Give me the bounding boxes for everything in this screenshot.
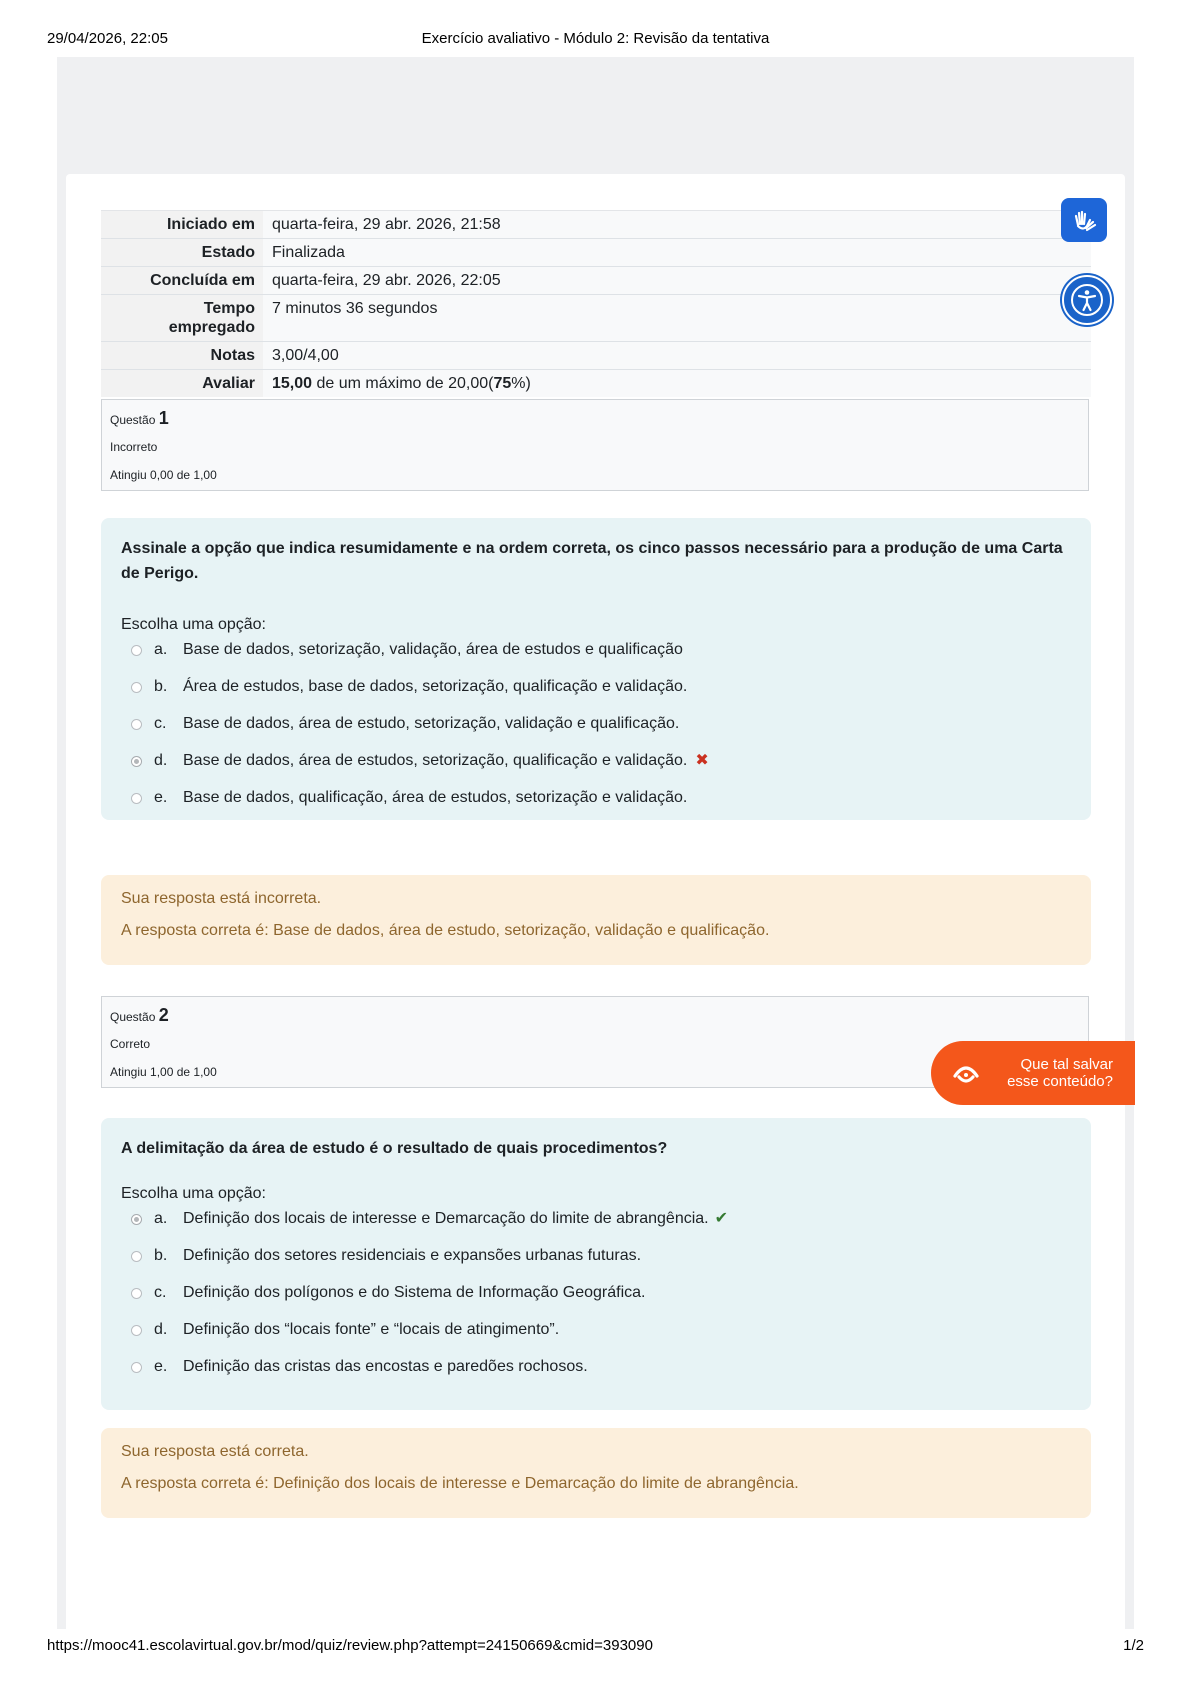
choose-label: Escolha uma opção:: [121, 616, 266, 633]
question-number: [110, 408, 1080, 430]
option-text: Definição dos polígonos e do Sistema de Informação Geográfica.: [183, 1284, 646, 1301]
radio-button[interactable]: [131, 682, 142, 693]
print-footer: [47, 1637, 1144, 1657]
question-2-feedback: [101, 1428, 1091, 1518]
sign-language-hands-icon: [1069, 205, 1099, 235]
option-letter: d.: [154, 752, 168, 769]
incorrect-icon: ✖: [695, 752, 709, 769]
accessibility-person-icon: [1070, 283, 1104, 317]
accessibility-person-icon[interactable]: [1062, 275, 1112, 325]
radio-button[interactable]: [131, 793, 142, 804]
summary-label-line: empregado: [168, 319, 255, 336]
question-number-value: 1: [158, 408, 169, 428]
option-text-wrapper: [183, 1208, 728, 1230]
summary-value: [263, 370, 1091, 398]
summary-row-grade: [101, 370, 1091, 398]
option-letter: a.: [154, 641, 168, 658]
summary-value: quarta-feira, 29 abr. 2026, 21:58: [263, 211, 1091, 239]
summary-value: Finalizada: [263, 239, 1091, 267]
radio-button[interactable]: [131, 719, 142, 730]
attempt-summary-table: [101, 210, 1091, 397]
choose-label: Escolha uma opção:: [121, 1185, 266, 1202]
feedback-result: Sua resposta está incorreta.: [121, 890, 322, 907]
question-2-content: [101, 1118, 1091, 1410]
summary-label-line: Tempo: [203, 300, 255, 317]
save-prompt-line2: esse conteúdo?: [1007, 1073, 1113, 1090]
option-text: Definição das cristas das encostas e paredões rochosos.: [183, 1358, 588, 1375]
summary-row-started: [101, 211, 1091, 239]
radio-button[interactable]: [131, 645, 142, 656]
feedback-right-answer: A resposta correta é: Base de dados, área de estudo, setorização, validação e qualificação.: [121, 922, 770, 939]
radio-button[interactable]: [131, 1362, 142, 1373]
correct-check-icon: ✔: [714, 1210, 729, 1227]
print-page-number: 1/2: [1123, 1637, 1144, 1654]
grade-score: 15,00: [272, 375, 313, 392]
print-header: [47, 30, 1144, 50]
option-text: Definição dos locais de interesse e Demarcação do limite de abrangência.: [183, 1210, 709, 1227]
option-letter: b.: [154, 678, 168, 695]
summary-row-time: [101, 295, 1091, 342]
question-mark: Atingiu 1,00 de 1,00: [110, 1065, 217, 1079]
question-1-content: [101, 518, 1091, 820]
question-mark: Atingiu 0,00 de 1,00: [110, 468, 217, 482]
option-text: Definição dos “locais fonte” e “locais de atingimento”.: [183, 1321, 560, 1338]
summary-value: quarta-feira, 29 abr. 2026, 22:05: [263, 267, 1091, 295]
radio-button[interactable]: [131, 1288, 142, 1299]
option-text-wrapper: [183, 750, 709, 772]
radio-button-selected[interactable]: [131, 756, 142, 767]
answer-option-c[interactable]: [121, 1282, 1071, 1319]
grade-percent-suffix: %): [511, 375, 531, 392]
question-status: Correto: [110, 1037, 151, 1051]
summary-label: Notas: [101, 342, 263, 370]
option-text: Base de dados, qualificação, área de estudos, setorização e validação.: [183, 789, 688, 806]
question-number: [110, 1005, 1080, 1027]
answer-option-a[interactable]: [121, 639, 1071, 676]
option-text: Base de dados, área de estudo, setorização, validação e qualificação.: [183, 715, 680, 732]
summary-label: Concluída em: [101, 267, 263, 295]
summary-value: 3,00/4,00: [263, 342, 1091, 370]
grade-percent: 75: [493, 375, 512, 392]
question-status: Incorreto: [110, 440, 158, 454]
answer-option-d[interactable]: [121, 750, 1071, 787]
feedback-result: Sua resposta está correta.: [121, 1443, 309, 1460]
summary-row-marks: [101, 342, 1091, 370]
summary-label: Estado: [101, 239, 263, 267]
sign-language-hands-icon[interactable]: [1061, 198, 1107, 242]
option-text: Área de estudos, base de dados, setorização, qualificação e validação.: [183, 678, 688, 695]
radio-button-selected[interactable]: [131, 1214, 142, 1225]
question-1-feedback: [101, 875, 1091, 965]
option-text: Base de dados, setorização, validação, área de estudos e qualificação: [183, 641, 683, 658]
option-letter: a.: [154, 1210, 168, 1227]
option-letter: b.: [154, 1247, 168, 1264]
summary-row-completed: [101, 267, 1091, 295]
question-1-info: [101, 399, 1089, 491]
question-prompt: Assinale a opção que indica resumidamente e na ordem correta, os cinco passos necessário para a produção de uma Carta de Perigo.: [121, 540, 1063, 582]
question-number-value: 2: [158, 1005, 169, 1025]
option-letter: c.: [154, 1284, 167, 1301]
option-text: Base de dados, área de estudos, setorização, qualificação e validação.: [183, 752, 688, 769]
summary-row-state: [101, 239, 1091, 267]
save-content-icon: [951, 1058, 981, 1088]
summary-label: [101, 295, 263, 342]
option-letter: e.: [154, 789, 168, 806]
answer-option-e[interactable]: [121, 787, 1071, 824]
print-url: https://mooc41.escolavirtual.gov.br/mod/quiz/review.php?attempt=24150669&cmid=393090: [47, 1637, 653, 1654]
summary-label: Iniciado em: [101, 211, 263, 239]
option-letter: e.: [154, 1358, 168, 1375]
radio-button[interactable]: [131, 1325, 142, 1336]
summary-label: Avaliar: [101, 370, 263, 398]
answer-option-a[interactable]: [121, 1208, 1071, 1245]
question-prompt: A delimitação da área de estudo é o resultado de quais procedimentos?: [121, 1140, 668, 1157]
answer-option-c[interactable]: [121, 713, 1071, 750]
print-page-title: Exercício avaliativo - Módulo 2: Revisão da tentativa: [421, 30, 770, 47]
save-prompt-line1: Que tal salvar: [1020, 1056, 1113, 1073]
grade-max-text: de um máximo de 20,00(: [312, 375, 494, 392]
print-datetime: 29/04/2026, 22:05: [47, 30, 168, 47]
answer-option-d[interactable]: [121, 1319, 1071, 1356]
answer-option-e[interactable]: [121, 1356, 1071, 1393]
question-label: Questão: [110, 413, 156, 427]
answer-option-b[interactable]: [121, 1245, 1071, 1282]
option-letter: c.: [154, 715, 167, 732]
answer-option-b[interactable]: [121, 676, 1071, 713]
feedback-right-answer: A resposta correta é: Definição dos locais de interesse e Demarcação do limite de abrangência.: [121, 1475, 799, 1492]
question-label: Questão: [110, 1010, 156, 1024]
save-content-button[interactable]: [931, 1041, 1135, 1105]
radio-button[interactable]: [131, 1251, 142, 1262]
option-text: Definição dos setores residenciais e expansões urbanas futuras.: [183, 1247, 642, 1264]
summary-value: 7 minutos 36 segundos: [263, 295, 1091, 342]
option-letter: d.: [154, 1321, 168, 1338]
